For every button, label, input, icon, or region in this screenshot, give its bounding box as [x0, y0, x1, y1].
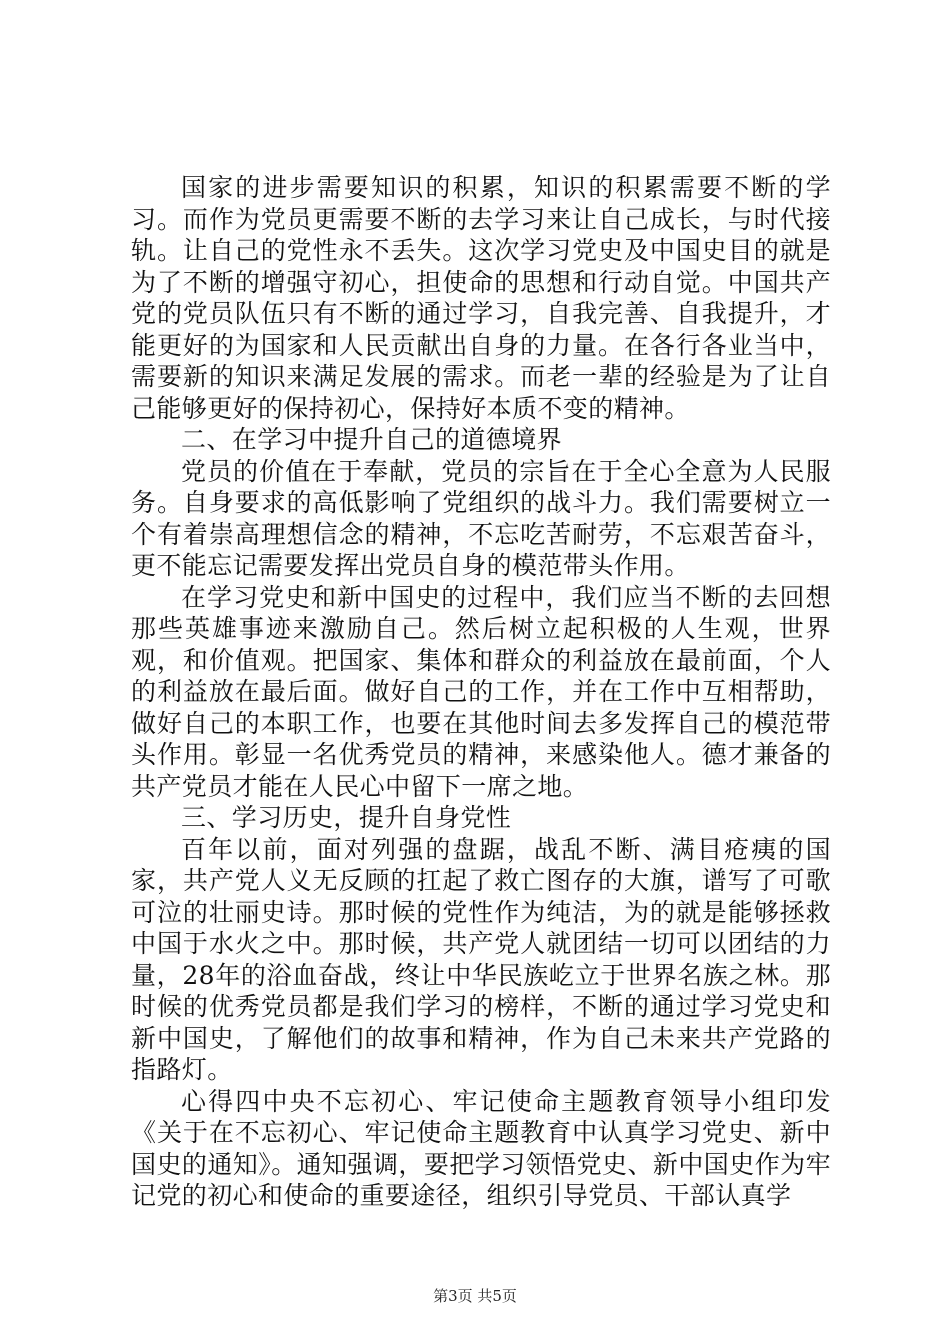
paragraph-history-study: 在学习党史和新中国史的过程中，我们应当不断的去回想那些英雄事迹来激励自己。然后树立起积极的人生观，世界观，和价值观。把国家、集体和群众的利益放在最前面，个人的利益放在最后面。做好自己的工作，并在工作中互相帮助，做好自己的本职工作，也要在其他时间去多发挥自己的模范带头作用。彰显一名优秀党员的精神，来感染他人。德才兼备的共产党员才能在人民心中留下一席之地。	[131, 582, 831, 801]
section-heading-history: 三、学习历史，提升自身党性	[181, 803, 512, 832]
page-footer: 第3页 共5页	[433, 1287, 517, 1305]
document-body	[131, 172, 831, 1212]
paragraph-reflection-four: 心得四中央不忘初心、牢记使命主题教育领导小组印发《关于在不忘初心、牢记使命主题教育中认真学习党史、新中国史的通知》。通知强调，要把学习领悟党史、新中国史作为牢记党的初心和使命的重要途径，组织引导党员、干部认真学	[131, 1086, 831, 1210]
section-heading-moral: 二、在学习中提升自己的道德境界	[181, 425, 563, 454]
paragraph-knowledge-learning: 国家的进步需要知识的积累，知识的积累需要不断的学习。而作为党员更需要不断的去学习来让自己成长，与时代接轨。让自己的党性永不丢失。这次学习党史及中国史目的就是为了不断的增强守初心，担使命的思想和行动自觉。中国共产党的党员队伍只有不断的通过学习，自我完善、自我提升，才能更好的为国家和人民贡献出自身的力量。在各行各业当中，需要新的知识来满足发展的需求。而老一辈的经验是为了让自己能够更好的保持初心，保持好本质不变的精神。	[131, 173, 831, 423]
paragraph-party-member-value: 党员的价值在于奉献，党员的宗旨在于全心全意为人民服务。自身要求的高低影响了党组织的战斗力。我们需要树立一个有着崇高理想信念的精神，不忘吃苦耐劳，不忘艰苦奋斗，更不能忘记需要发挥出党员自身的模范带头作用。	[131, 456, 831, 580]
paragraph-century-ago: 百年以前，面对列强的盘踞，战乱不断、满目疮痍的国家，共产党人义无反顾的扛起了救亡图存的大旗，谱写了可歌可泣的壮丽史诗。那时候的党性作为纯洁，为的就是能够拯救中国于水火之中。那时候，共产党人就团结一切可以团结的力量，28年的浴血奋战，终让中华民族屹立于世界名族之林。那时候的优秀党员都是我们学习的榜样，不断的通过学习党史和新中国史，了解他们的故事和精神，作为自己未来共产党路的指路灯。	[131, 834, 831, 1084]
